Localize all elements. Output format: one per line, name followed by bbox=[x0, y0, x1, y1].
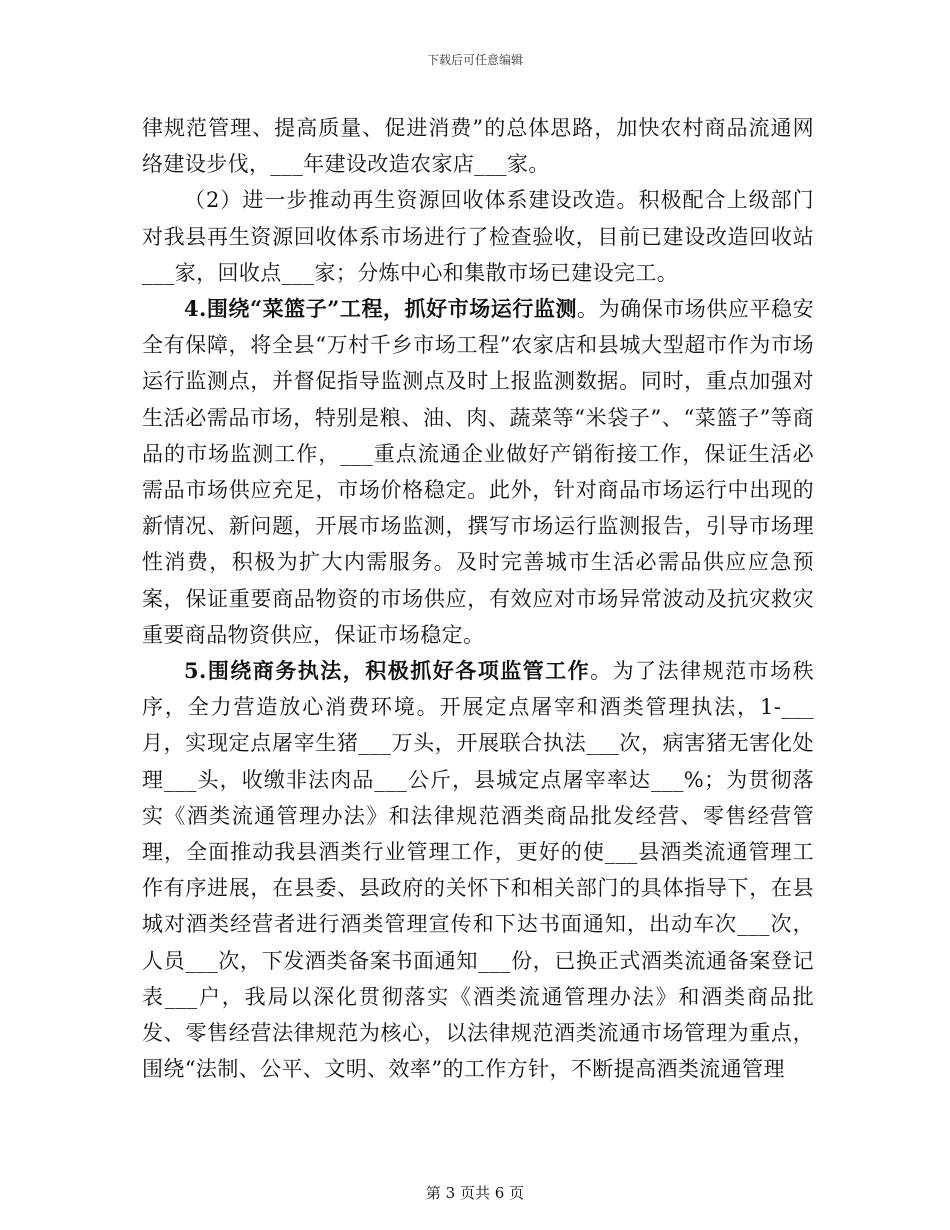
page-footer: 第 3 页共 6 页 bbox=[425, 1184, 525, 1202]
section-heading: 5.围绕商务执法，积极抓好各项监管工作 bbox=[184, 658, 591, 684]
page-header: 下载后可任意编辑 bbox=[426, 53, 523, 67]
paragraph-text: 。为了法律规范市场秩序，全力营造放心消费环境。开展定点屠宰和酒类管理执法，1-___月，实现定点屠宰生猪___万头，开展联合执法___次，病害猪无害化处理___头，收缴非法肉品___公斤，县城定点屠宰率达___%；为贯彻落实《酒类流通管理办法》和法律规范酒类商品批发经营、零售经营管理，全面推动我县酒类行业管理工作，更好的使___县酒类流通管理工作有序进展，在县委、县政府的关怀下和相关部门的具体指导下，在县城对酒类经营者进行酒类管理宣传和下达书面通知，出动车次___次，人员___次，下发酒类备案书面通知___份，已换正式酒类流通备案登记表___户，我局以深化贯彻落实《酒类流通管理办法》和酒类商品批发、零售经营法律规范为核心，以法律规范酒类流通市场管理为重点，围绕“法制、公平、文明、效率”的工作方针，不断提高酒类流通管理 bbox=[142, 659, 814, 1082]
paragraph-text: 。为确保市场供应平稳安全有保障，将全县“万村千乡市场工程”农家店和县城大型超市作为市场运行监测点，并督促指导监测点及时上报监测数据。同时，重点加强对生活必需品市场，特别是粮、油、肉、蔬菜等“米袋子”、“菜篮子”等商品的市场监测工作，___重点流通企业做好产销衔接工作，保证生活必需品市场供应充足，市场价格稳定。此外，针对商品市场运行中出现的新情况、新问题，开展市场监测，撰写市场运行监测报告，引导市场理性消费，积极为扩大内需服务。及时完善城市生活必需品供应应急预案，保证重要商品物资的市场供应，有效应对市场异常波动及抗灾救灾重要商品物资供应，保证市场稳定。 bbox=[142, 297, 814, 647]
paragraph-market-monitoring bbox=[142, 291, 814, 653]
paragraph-continuation bbox=[142, 110, 814, 182]
paragraph-commerce-enforcement bbox=[142, 653, 814, 1087]
paragraph-recycling bbox=[142, 182, 814, 291]
paragraph-text: （2）进一步推动再生资源回收体系建设改造。积极配合上级部门对我县再生资源回收体系市场进行了检查验收，目前已建设改造回收站___家，回收点___家；分炼中心和集散市场已建设完工。 bbox=[142, 188, 814, 285]
section-heading: 4.围绕“菜篮子”工程，抓好市场运行监测 bbox=[184, 296, 578, 322]
paragraph-text: 律规范管理、提高质量、促进消费”的总体思路，加快农村商品流通网络建设步伐，___年建设改造农家店___家。 bbox=[142, 116, 814, 177]
document-body bbox=[142, 110, 814, 1087]
